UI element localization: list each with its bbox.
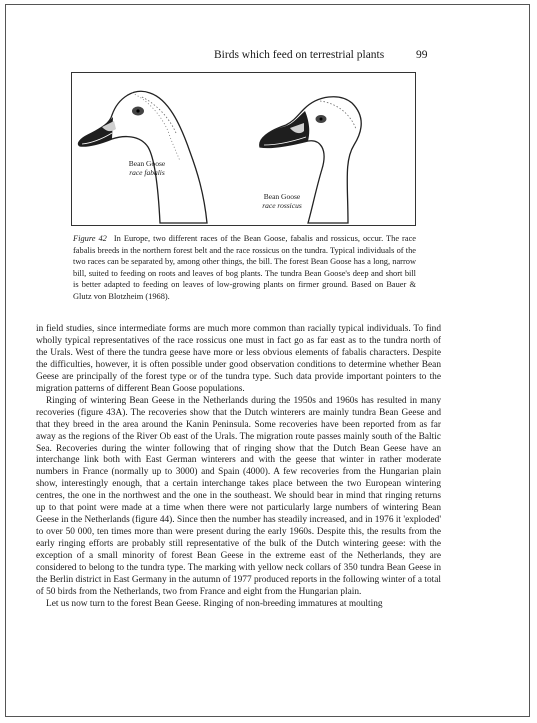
paragraph: in field studies, since intermediate forms are much more common than racially typical individuals. To find wholly typical representatives of the race rossicus one must in fact go as far east as to the tundra north of the Urals. West of there the tundra geese have more or less obvious elements of fabalis characters. Despite the difficulties, however, it is often possible under good observation conditions to determine whether Bean Geese are principally of the forest type or of the tundra type. Such data provide important pointers to the migration patterns of different Bean Goose populations. [36, 324, 441, 394]
paragraph: Ringing of wintering Bean Geese in the Netherlands during the 1950s and 1960s has resulted in many recoveries (figure 43A). The recoveries show that the Dutch winterers are mainly tundra Bean Geese and that they breed in the area around the Kanin Peninsula. Some recoveries have been reported from as far away as the regions of the River Ob east of the Urals. The migration route passes mainly south of the Baltic Sea. Recoveries during the winter following that of ringing show that the Dutch Bean Geese have an interchange link both with East German winterers and with the geese that winter in rather moderate numbers in France (normally up to 3000) and Spain (4000). A few recoveries from the Hungarian plain show, interestingly enough, that a certain interchange takes place between the two European wintering centres, the one in the northwest and the one in the southeast. We should bear in mind that ringing returns up to that point were made at a time when there were not particularly large numbers of wintering Bean Geese in the Netherlands (figure 44). Since then the number has steadily increased, and in 1976 it 'exploded' to over 50 000, ten times more than were present during the early 1960s. Despite this, the results from the early ringing efforts are probably still representative of the bulk of the Dutch wintering geese: with the exception of a small minority of forest Bean Geese in the extreme east of the Netherlands, they are considered to belong to the tundra type. The marking with yellow neck collars of 350 tundra Bean Geese in the Berlin district in East Germany in the autumn of 1977 produced reports in the following winter of a total of 50 birds from the Netherlands, two from France and eight from the Hungarian plain. [36, 395, 441, 597]
fabalis-label: Bean Goose race fabalis [128, 159, 166, 177]
goose-heads-drawing [72, 73, 417, 227]
figure-number: Figure 42 [73, 234, 107, 243]
running-title: Birds which feed on terrestrial plants [214, 49, 385, 61]
rossicus-label: Bean Goose race rossicus [262, 192, 302, 210]
figure-caption [73, 233, 416, 302]
book-page [5, 4, 530, 717]
paragraph: Let us now turn to the forest Bean Geese. Ringing of non-breeding immatures at moulting [46, 598, 383, 609]
figure-illustration [71, 72, 416, 226]
caption-text: In Europe, two different races of the Bean Goose, fabalis and rossicus, occur. The race fabalis breeds in the northern forest belt and the race rossicus on the tundra. Typical individuals of the two races can be separated by, among other things, the bill. The forest Bean Goose has a long, narrow bill, suited to feeding on roots and leaves of bog plants. The tundra Bean Goose's deep and short bill is better adapted to feeding on leaves of low-growing plants on firmer ground. Based on Bauer & Glutz von Blotzheim (1968). [73, 234, 416, 301]
fabalis-head-drawing [78, 91, 207, 223]
body-text [36, 324, 441, 611]
page-number: 99 [416, 49, 428, 61]
